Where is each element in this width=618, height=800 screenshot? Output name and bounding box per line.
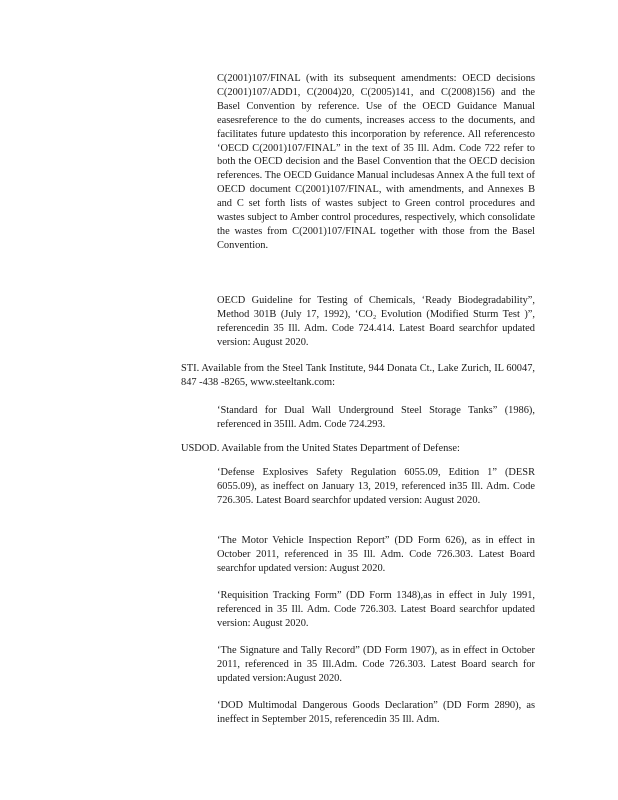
sti-standard-reference: ‘Standard for Dual Wall Underground Steel Storage Tanks” (1986), referenced in 35Ill. Adm. Code 724.293. xyxy=(217,405,535,430)
desr-reference: ‘Defense Explosives Safety Regulation 6055.09, Edition 1” (DESR 6055.09), as ineffect on January 13, 2019, referenced in35 Ill. Adm. Code 726.305. Latest Board searchfor updated version: August 2020. xyxy=(217,467,535,506)
dd-form-1348-reference: ‘Requisition Tracking Form” (DD Form 1348),as in effect in July 1991, referenced in 35 Ill. Adm. Code 726.303. Latest Board searchfor updated version: August 2020. xyxy=(217,590,535,629)
dd-form-2890-reference: ‘DOD Multimodal Dangerous Goods Declaration” (DD Form 2890), as ineffect in September 2015, referencedin 35 Ill. Adm. xyxy=(217,700,535,725)
dd-form-1907-reference: ‘The Signature and Tally Record” (DD Form 1907), as in effect in October 2011, referenced in 35 Ill.Adm. Code 726.303. Latest Board search for updated version:August 2020. xyxy=(217,645,535,684)
sti-entry-header: STI. Available from the Steel Tank Institute, 944 Donata Ct., Lake Zurich, IL 60047, 847 -438 -8265, www.steeltank.com: xyxy=(181,363,535,388)
usdod-entry-header: USDOD. Available from the United States Department of Defense: xyxy=(181,443,460,454)
dd-form-626-reference: ‘The Motor Vehicle Inspection Report” (DD Form 626), as in effect in October 2011, referenced in 35 Ill. Adm. Code 726.303. Latest Board searchfor updated version: August 2020. xyxy=(217,535,535,574)
oecd-guideline-paragraph: OECD Guideline for Testing of Chemicals, ‘Ready Biodegradability”, Method 301B (July 17, 1992), ‘CO₂ Evolution (Modified Sturm Test )”, referencedin 35 Ill. Adm. Code 724.414. Latest Board searchfor updated version: August 2020. xyxy=(217,295,535,348)
oecd-decision-paragraph: C(2001)107/FINAL (with its subsequent amendments: OECD decisions C(2001)107/ADD1, C(2004)20, C(2005)141, and C(2008)156) and the Basel Convention by reference. Use of the OECD Guidance Manual easesreference to the do cuments, increases access to the documents, and facilitates future updatesto this incorporation by reference. All referencesto ‘OECD C(2001)107/FINAL” in the text of 35 Ill. Adm. Code 722 refer to both the OECD decision and the Basel Convention that the OECD decision references. The OECD Guidance Manual includesas Annex A the full text of OECD document C(2001)107/FINAL, with amendments, and Annexes B and C set forth lists of wastes subject to Green control procedures and wastes subject to Amber control procedures, respectively, which consolidate the wastes from C(2001)107/FINAL together with those from the Basel Convention. xyxy=(217,73,535,251)
